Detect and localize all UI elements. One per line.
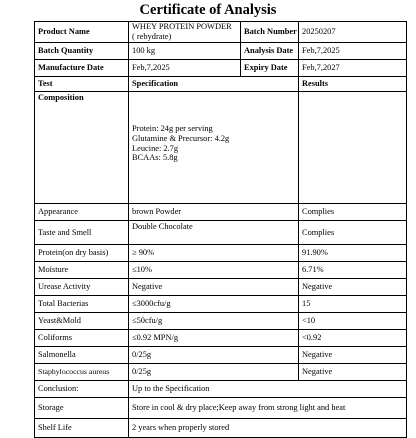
row-batch-quantity [35, 43, 407, 60]
manufacture-date-value: Feb,7,2025 [129, 60, 241, 77]
batch-number-label: Batch Number [241, 22, 299, 43]
test-name: Urease Activity [35, 279, 129, 296]
test-spec: ≤50cfu/g [129, 313, 299, 330]
test-name: Appearance [35, 204, 129, 221]
test-name: Protein(on dry basis) [35, 245, 129, 262]
composition-line-bcaas: BCAAs: 5.8g [132, 153, 178, 163]
test-spec: ≤3000cfu/g [129, 296, 299, 313]
test-result: 6.71% [299, 262, 407, 279]
table-row [35, 313, 407, 330]
test-spec: Double Chocolate [129, 221, 299, 245]
test-name: Moisture [35, 262, 129, 279]
row-product-name [35, 22, 407, 43]
test-result: Negative [299, 347, 407, 364]
test-result: Complies [299, 204, 407, 221]
test-name: Staphylococcus aureus [35, 364, 129, 381]
table-row [35, 204, 407, 221]
test-spec: ≥ 90% [129, 245, 299, 262]
table-row [35, 296, 407, 313]
product-name-label: Product Name [35, 22, 129, 43]
test-spec: ≤10% [129, 262, 299, 279]
expiry-date-label: Expiry Date [241, 60, 299, 77]
column-header-test: Test [35, 77, 129, 92]
test-result: Complies [299, 221, 407, 245]
table-row [35, 262, 407, 279]
test-spec: ≤0.92 MPN/g [129, 330, 299, 347]
coa-table [34, 21, 407, 438]
row-conclusion [35, 381, 407, 398]
test-result: Negative [299, 364, 407, 381]
test-spec: 0/25g [129, 364, 299, 381]
table-row [35, 221, 407, 245]
test-result: <10 [299, 313, 407, 330]
row-composition [35, 92, 407, 204]
composition-values [129, 92, 299, 204]
row-shelf-life [35, 419, 407, 438]
test-name: Coliforms [35, 330, 129, 347]
test-name: Taste and Smell [35, 221, 129, 245]
table-row [35, 245, 407, 262]
batch-quantity-label: Batch Quantity [35, 43, 129, 60]
product-name-value [129, 22, 241, 43]
manufacture-date-label: Manufacture Date [35, 60, 129, 77]
shelf-life-label: Shelf Life [35, 419, 129, 438]
analysis-date-value: Feb,7,2025 [299, 43, 407, 60]
test-name: Total Bacterias [35, 296, 129, 313]
test-spec: 0/25g [129, 347, 299, 364]
composition-result [299, 92, 407, 204]
column-header-row [35, 77, 407, 92]
conclusion-value: Up to the Specification [129, 381, 407, 398]
test-result: 15 [299, 296, 407, 313]
shelf-life-value: 2 years when properly stored [129, 419, 407, 438]
column-header-results: Results [299, 77, 407, 92]
composition-label: Composition [35, 92, 129, 204]
test-result: 91.90% [299, 245, 407, 262]
table-row [35, 347, 407, 364]
composition-line-glutamine: Glutamine & Precursor: 4.2g [132, 133, 230, 143]
table-row [35, 364, 407, 381]
test-result: <0.92 [299, 330, 407, 347]
product-name-line2: ( rebydrate) [132, 32, 172, 41]
test-name: Salmonella [35, 347, 129, 364]
expiry-date-value: Feb,7,2027 [299, 60, 407, 77]
storage-value: Store in cool & dry place;Keep away from strong light and heat [129, 398, 407, 419]
row-manufacture-date [35, 60, 407, 77]
document-title: Certificate of Analysis [139, 2, 277, 18]
composition-line-leucine: Leucine: 2.7g [132, 143, 179, 153]
test-spec: brown Powder [129, 204, 299, 221]
column-header-specification: Specification [129, 77, 299, 92]
storage-label: Storage [35, 398, 129, 419]
product-name-line1: WHEY PROTEIN POWDER [132, 22, 232, 32]
row-storage [35, 398, 407, 419]
composition-line-protein: Protein: 24g per serving [132, 124, 213, 133]
batch-quantity-value: 100 kg [129, 43, 241, 60]
analysis-date-label: Analysis Date [241, 43, 299, 60]
table-row [35, 279, 407, 296]
conclusion-label: Conclusion: [35, 381, 129, 398]
test-spec: Negative [129, 279, 299, 296]
test-name: Yeast&Mold [35, 313, 129, 330]
test-result: Negative [299, 279, 407, 296]
table-row [35, 330, 407, 347]
batch-number-value: 20250207 [299, 22, 407, 43]
